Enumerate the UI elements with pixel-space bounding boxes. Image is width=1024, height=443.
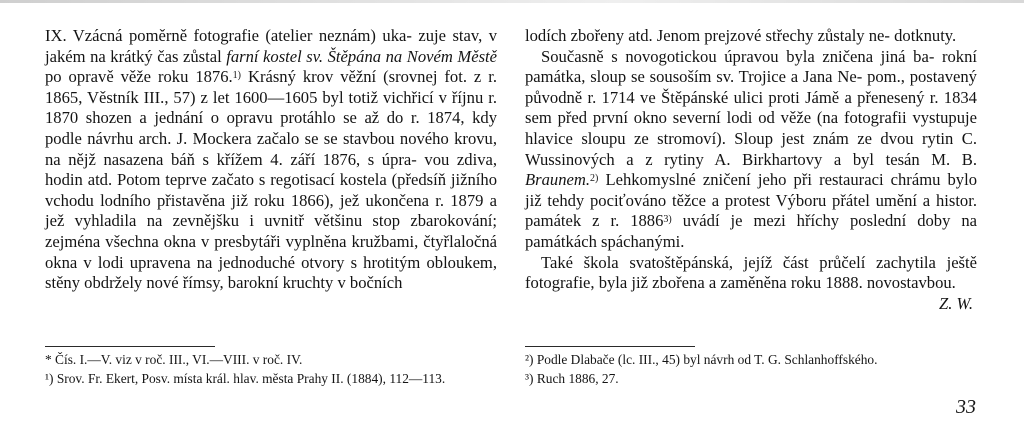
text-line: ještě fotografie, byla již zbořena a zaměněna roku 1888. bbox=[525, 252, 977, 293]
text-line: lodi od věže (na fotografii vystupuje hlavice sloupu ze bbox=[525, 108, 977, 148]
footnotes-right bbox=[525, 352, 977, 390]
text-line: upravena na jednoduché otvory s hrotitým obloukem, bbox=[129, 252, 497, 272]
right-paragraph-2 bbox=[525, 47, 977, 253]
text-line: kostela (předsíň jižního vchodu lodního přistavěna již roku bbox=[45, 170, 497, 210]
text-line: IX. Vzácná poměrně fotografie (atelier neznám) uka- bbox=[45, 26, 412, 45]
text-line: stromoví). Sloup jest znám ze dvou rytin C. Wussinových bbox=[525, 128, 977, 169]
footnote-1 bbox=[45, 371, 497, 387]
footnote-mark: ³) bbox=[525, 371, 534, 387]
text-line: pom., postavený původně r. 1714 ve Štěpánské ulici proti bbox=[525, 67, 977, 107]
text-line: Krásný krov věžní (srovnej fot. z r. 1865, Věstník III., 57) bbox=[45, 67, 497, 107]
text-line: i uvnitř většinu stop zbarokování; zejména všechna okna bbox=[45, 211, 497, 251]
right-paragraph-3 bbox=[525, 252, 977, 313]
left-column bbox=[45, 26, 497, 294]
text-line: histor. památek z r. 1886 bbox=[525, 190, 977, 231]
text-line: návrhu arch. J. Mockera začalo se se stavbou nového bbox=[87, 128, 449, 148]
italic-text: Braunem. bbox=[525, 170, 590, 190]
footnote-mark: ¹) bbox=[45, 371, 54, 387]
text-line: 1866), jež ukončena r. 1879 a jež vyhladila na zevnějšku bbox=[45, 190, 497, 231]
text-line: stěny obdržely nové římsy, barokní kruchty v bočních bbox=[45, 273, 403, 293]
footnote-star: * Čís. I.—V. viz v roč. III., VI.—VIII. v roč. IV. bbox=[45, 352, 303, 367]
footnote-3 bbox=[525, 371, 977, 387]
text-line: a z rytiny A. Birkhartovy a byl tesán M. B. bbox=[626, 149, 977, 169]
text-line: v presbytáři vyplněna kružbami, čtyřlaločná okna v lodi bbox=[45, 231, 497, 272]
text-line: rokní památka, sloup se sousoším sv. Trojice a Jana Ne- bbox=[525, 46, 978, 87]
text-line: Současně s novogotickou úpravou byla zničena jiná ba- bbox=[541, 46, 935, 66]
text-line: novostavbou. bbox=[866, 273, 956, 293]
text-line: tehdy pociťováno těžce a protest Výboru přátel umění a bbox=[547, 190, 931, 210]
text-line: a jednání o opravu protáhlo se až do r. 1874, kdy podle bbox=[45, 108, 497, 148]
text-line: uvádí je mezi hříchy poslední bbox=[671, 211, 907, 231]
text-line: Jámě a přenesený r. 1834 sem před první okno severní bbox=[525, 87, 977, 128]
italic-text: Štěpána na Novém Městě bbox=[327, 46, 498, 66]
text-line: lodích zbořeny atd. Jenom prejzové střechy zůstaly ne- bbox=[525, 26, 890, 45]
text-line: zuje stav, v jakém na krátký čas zůstal bbox=[45, 26, 498, 66]
italic-text: farní kostel sv. bbox=[226, 46, 324, 66]
footnote-separator-right bbox=[525, 346, 695, 347]
text-line: z let 1600—1605 byl totiž vichřicí v říjnu r. 1870 shozen bbox=[45, 87, 497, 128]
footnote-separator-left bbox=[45, 346, 215, 347]
text-line: Lehkomyslné zničení jeho při restauraci chrámu bylo již bbox=[525, 170, 978, 210]
footnote-text: Ruch 1886, 27. bbox=[533, 371, 619, 387]
page-number: 33 bbox=[956, 396, 976, 418]
text-line: po opravě věže roku 1876. bbox=[45, 67, 233, 87]
top-edge-rule bbox=[0, 0, 1024, 3]
footnote-text: Podle Dlabače (lc. III., 45) byl návrh od T. G. Schlanhoffského. bbox=[533, 352, 878, 367]
text-line: Také škola svatoštěpánská, jejíž část průčelí zachytila bbox=[541, 252, 936, 272]
text-line: doby na památkách spáchanými. bbox=[525, 211, 978, 251]
footnote-ref: 2) bbox=[589, 173, 599, 185]
footnote-ref: 3) bbox=[663, 214, 672, 226]
author-signature: Z. W. bbox=[939, 293, 973, 313]
left-paragraph bbox=[45, 26, 497, 294]
footnote-ref: 1) bbox=[232, 70, 242, 82]
text-line: vou zdiva, hodin atd. Potom teprve začato s regotisací bbox=[45, 149, 497, 190]
right-paragraph-1 bbox=[525, 26, 977, 47]
footnote-text: Srov. Fr. Ekert, Posv. místa král. hlav. města Prahy II. (1884), 112—113. bbox=[53, 371, 446, 387]
text-line: krovu, na nějž nasazena báň s křížem 4. září 1876, s úpra- bbox=[45, 128, 497, 169]
footnote-2 bbox=[525, 352, 977, 368]
text-line: dotknuty. bbox=[894, 26, 957, 45]
footnotes-left bbox=[45, 352, 497, 390]
footnote-mark: ²) bbox=[525, 352, 534, 367]
right-column bbox=[525, 26, 977, 314]
